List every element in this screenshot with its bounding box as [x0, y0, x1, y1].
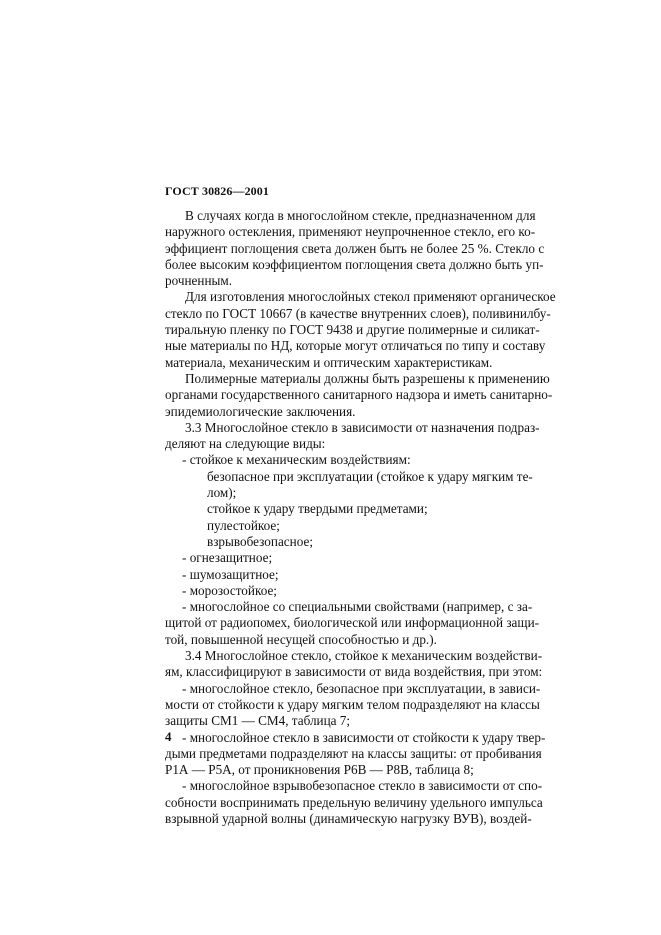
- text-line: - многослойное взрывобезопасное стекло в зависимости от спо-: [182, 778, 543, 794]
- text-line: Полимерные материалы должны быть разрешены к применению: [185, 370, 550, 386]
- text-line: эпидемиологические заключения.: [165, 403, 356, 419]
- text-line: Р1А — Р5А, от проникновения Р6В — Р8В, таблица 8;: [165, 762, 474, 778]
- text-line: ям, классифицируют в зависимости от вида воздействия, при этом:: [165, 664, 543, 680]
- text-line: деляют на следующие виды:: [165, 436, 326, 452]
- text-line: взрывной ударной волны (динамическую нагрузку ВУВ), воздей-: [165, 810, 532, 826]
- text-line: наружного остекления, применяют неупрочненное стекло, его ко-: [165, 224, 536, 240]
- text-line: защиты СМ1 — СМ4, таблица 7;: [165, 713, 351, 729]
- text-line: стойкое к удару твердыми предметами;: [207, 501, 428, 517]
- text-line: ные материалы по НД, которые могут отличаться по типу и составу: [165, 338, 546, 354]
- text-line: безопасное при эксплуатации (стойкое к удару мягким те-: [207, 468, 533, 484]
- text-line: собности воспринимать предельную величину удельного импульса: [165, 794, 543, 810]
- document-header: ГОСТ 30826—2001: [165, 184, 269, 198]
- text-line: более высоким коэффициентом поглощения света должно быть уп-: [165, 256, 544, 272]
- text-line: - огнезащитное;: [182, 550, 273, 566]
- page-number: 4: [165, 729, 172, 744]
- text-line: той, повышенной несущей способностью и др.).: [165, 631, 437, 647]
- text-line: - шумозащитное;: [182, 566, 279, 582]
- text-line: стекло по ГОСТ 10667 (в качестве внутренних слоев), поливинилбу-: [165, 305, 551, 321]
- text-line: 3.4 Многослойное стекло, стойкое к механическим воздействи-: [185, 648, 543, 664]
- text-line: рочненным.: [165, 273, 233, 289]
- text-line: взрывобезопасное;: [207, 533, 313, 549]
- text-line: Для изготовления многослойных стекол применяют органическое: [185, 289, 556, 305]
- body-text: [165, 208, 556, 827]
- text-line: тиральную пленку по ГОСТ 9438 и другие полимерные и силикат-: [165, 322, 540, 338]
- text-line: щитой от радиопомех, биологической или информационной защи-: [165, 615, 540, 631]
- text-line: - многослойное стекло, безопасное при эксплуатации, в зависи-: [182, 680, 541, 696]
- text-line: материала, механическим и оптическим характеристикам.: [165, 354, 493, 370]
- text-line: - морозостойкое;: [182, 582, 277, 598]
- text-line: эффициент поглощения света должен быть не более 25 %. Стекло с: [165, 240, 545, 256]
- text-line: дыми предметами подразделяют на классы защиты: от пробивания: [165, 745, 542, 761]
- text-line: мости от стойкости к удару мягким телом подразделяют на классы: [165, 696, 540, 712]
- text-line: - многослойное стекло в зависимости от стойкости к удару твер-: [182, 729, 546, 745]
- text-line: - многослойное со специальными свойствами (например, с за-: [182, 599, 533, 615]
- text-line: В случаях когда в многослойном стекле, предназначенном для: [185, 208, 536, 223]
- text-line: 3.3 Многослойное стекло в зависимости от назначения подраз-: [185, 419, 540, 435]
- text-line: органами государственного санитарного надзора и иметь санитарно-: [165, 387, 553, 403]
- text-line: лом);: [207, 485, 237, 501]
- text-line: - стойкое к механическим воздействиям:: [182, 452, 411, 468]
- text-line: пулестойкое;: [207, 517, 280, 533]
